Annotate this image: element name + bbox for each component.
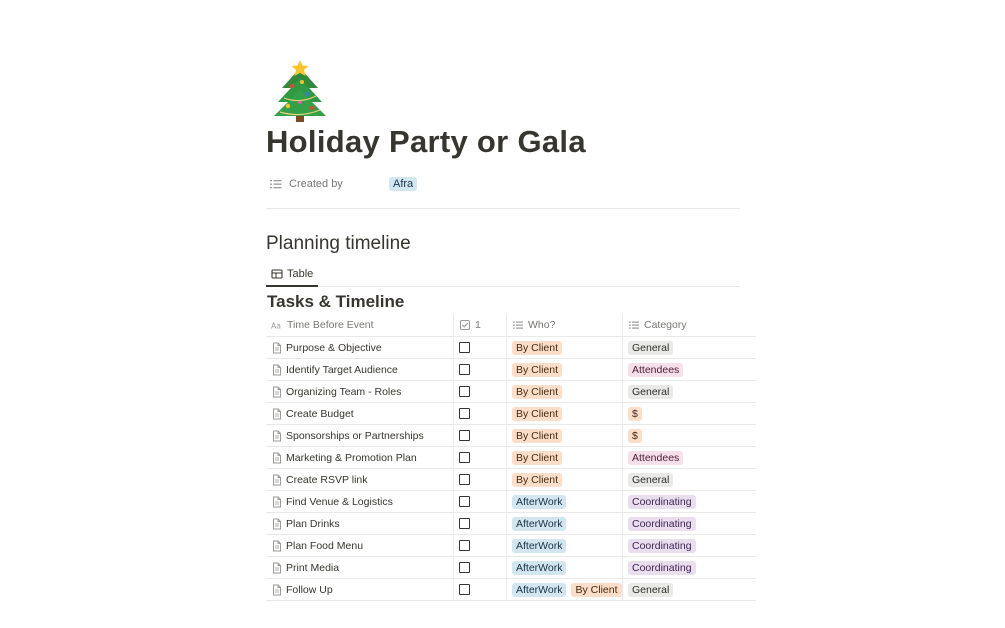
category-cell[interactable] [622,535,757,556]
page-icon [271,452,283,464]
tasks-table [266,314,756,601]
category-cell[interactable] [622,381,757,402]
who-tag: By Client [512,429,562,443]
task-name[interactable]: Create RSVP link [286,473,368,486]
task-name[interactable]: Plan Food Menu [286,539,364,552]
checkbox-cell[interactable] [453,359,507,380]
page-icon [271,474,283,486]
task-checkbox[interactable] [459,474,470,485]
table-row[interactable] [266,337,756,359]
who-tag: AfterWork [512,561,566,575]
task-name[interactable]: Find Venue & Logistics [286,495,393,508]
task-checkbox[interactable] [459,342,470,353]
task-name[interactable]: Plan Drinks [286,517,340,530]
page-icon [271,342,283,354]
who-tag: By Client [512,385,562,399]
section-heading: Planning timeline [266,233,411,254]
task-checkbox[interactable] [459,562,470,573]
page-icon [271,584,283,596]
who-tag: By Client [512,407,562,421]
who-cell[interactable] [506,557,623,578]
task-name-cell[interactable] [266,447,452,468]
task-name-cell[interactable] [266,425,452,446]
page-icon [271,540,283,552]
checkbox-cell[interactable] [453,337,507,358]
who-cell[interactable] [506,579,623,600]
category-tag: $ [628,429,642,443]
checkbox-cell[interactable] [453,447,507,468]
checkbox-cell[interactable] [453,579,507,600]
category-cell[interactable] [622,513,757,534]
table-row[interactable] [266,447,756,469]
page-icon [271,408,283,420]
page-icon [271,386,283,398]
who-cell[interactable] [506,425,623,446]
page-title: Holiday Party or Gala [266,124,586,159]
property-created-by [266,174,738,194]
tab-table[interactable] [266,262,318,287]
divider [266,208,740,209]
task-checkbox[interactable] [459,452,470,463]
category-tag: Attendees [628,451,683,465]
checkbox-cell[interactable] [453,469,507,490]
who-cell[interactable] [506,469,623,490]
page-icon [271,562,283,574]
checkbox-cell[interactable] [453,513,507,534]
column-header-label: 1 [475,319,481,331]
who-tag: By Client [512,363,562,377]
category-cell[interactable] [622,359,757,380]
table-row[interactable] [266,425,756,447]
who-tag: By Client [512,473,562,487]
task-name-cell[interactable] [266,579,452,600]
checkbox-cell[interactable] [453,535,507,556]
task-name-cell[interactable] [266,557,452,578]
category-cell[interactable] [622,491,757,512]
property-value-tag[interactable]: Afra [389,177,417,191]
checkbox-cell[interactable] [453,491,507,512]
task-name-cell[interactable] [266,491,452,512]
category-tag: Coordinating [628,495,696,509]
column-header-label: Who? [528,319,556,331]
who-tag: By Client [512,341,562,355]
text-property-icon [271,319,283,331]
checkbox-cell[interactable] [453,381,507,402]
category-tag: General [628,473,673,487]
who-tag: AfterWork [512,539,566,553]
task-checkbox[interactable] [459,364,470,375]
column-header-label: Time Before Event [287,319,374,331]
column-header-category[interactable] [622,314,757,336]
who-cell[interactable] [506,337,623,358]
table-row[interactable] [266,579,756,601]
table-body [266,337,756,601]
column-header-label: Category [644,319,687,331]
who-cell[interactable] [506,513,623,534]
table-header [266,314,756,337]
task-name[interactable]: Identify Target Audience [286,363,398,376]
property-label: Created by [289,178,343,190]
task-name-cell[interactable] [266,513,452,534]
task-name-cell[interactable] [266,337,452,358]
category-cell[interactable] [622,447,757,468]
page-icon [271,518,283,530]
category-cell[interactable] [622,425,757,446]
task-checkbox[interactable] [459,386,470,397]
who-cell[interactable] [506,381,623,402]
task-name-cell[interactable] [266,535,452,556]
table-icon [271,268,283,280]
task-checkbox[interactable] [459,540,470,551]
task-name[interactable]: Create Budget [286,407,354,420]
table-row[interactable] [266,557,756,579]
page-icon [271,364,283,376]
category-tag: Coordinating [628,517,696,531]
task-checkbox[interactable] [459,496,470,507]
category-cell[interactable] [622,469,757,490]
page-icon [271,430,283,442]
task-name[interactable]: Print Media [286,561,340,574]
checkbox-cell[interactable] [453,557,507,578]
category-tag: Coordinating [628,539,696,553]
who-cell[interactable] [506,403,623,424]
task-name-cell[interactable] [266,469,452,490]
tab-label: Table [287,267,314,280]
table-row[interactable] [266,469,756,491]
column-header-check[interactable] [453,314,507,336]
page-icon [271,496,283,508]
task-name[interactable]: Purpose & Objective [286,341,382,354]
task-name[interactable]: Marketing & Promotion Plan [286,451,417,464]
category-cell[interactable] [622,579,757,600]
category-cell[interactable] [622,337,757,358]
table-row[interactable] [266,513,756,535]
category-tag: General [628,385,673,399]
task-name-cell[interactable] [266,381,452,402]
checkbox-cell[interactable] [453,403,507,424]
category-cell[interactable] [622,557,757,578]
column-header-name[interactable] [266,314,457,336]
christmas-tree-icon[interactable] [272,58,328,126]
who-cell[interactable] [506,491,623,512]
list-icon [269,177,283,191]
task-checkbox[interactable] [459,430,470,441]
checkbox-property-icon [459,319,471,331]
task-checkbox[interactable] [459,408,470,419]
task-name[interactable]: Follow Up [286,583,333,596]
who-tag: AfterWork [512,495,566,509]
category-tag: Attendees [628,363,683,377]
task-checkbox[interactable] [459,584,470,595]
category-tag: General [628,583,673,597]
category-tag: $ [628,407,642,421]
category-cell[interactable] [622,403,757,424]
who-tag: AfterWork [512,517,566,531]
who-tag: By Client [571,583,621,597]
who-cell[interactable] [506,359,623,380]
column-header-who[interactable] [506,314,623,336]
checkbox-cell[interactable] [453,425,507,446]
table-row[interactable] [266,381,756,403]
task-name[interactable]: Sponsorships or Partnerships [286,429,424,442]
task-name[interactable]: Organizing Team - Roles [286,385,402,398]
view-tabs [266,262,740,287]
multi-select-icon [512,319,524,331]
who-cell[interactable] [506,535,623,556]
who-cell[interactable] [506,447,623,468]
table-row[interactable] [266,403,756,425]
who-tag: By Client [512,451,562,465]
multi-select-icon [628,319,640,331]
category-tag: Coordinating [628,561,696,575]
table-row[interactable] [266,491,756,513]
who-tag: AfterWork [512,583,566,597]
table-row[interactable] [266,359,756,381]
database-title[interactable]: Tasks & Timeline [267,292,405,311]
svg-text:Aa: Aa [271,321,281,331]
task-name-cell[interactable] [266,403,452,424]
category-tag: General [628,341,673,355]
table-row[interactable] [266,535,756,557]
task-name-cell[interactable] [266,359,452,380]
task-checkbox[interactable] [459,518,470,529]
